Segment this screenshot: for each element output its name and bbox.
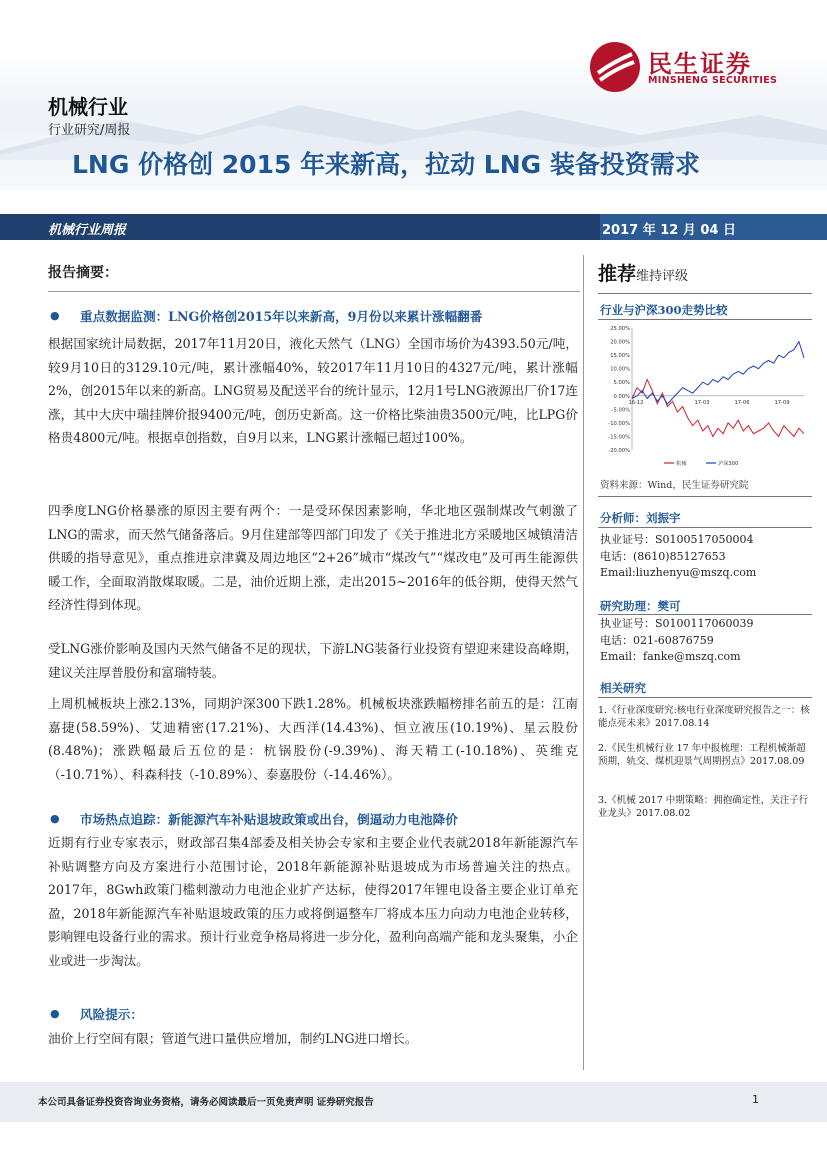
related-item[interactable]: 2.《民生机械行业 17 年中报梳理：工程机械渐超预期，轨交、煤机迎景气周期拐点》2017.08.09 bbox=[598, 743, 806, 767]
y-tick-label: 20.00% bbox=[610, 339, 630, 346]
assistant-phone: 电话：021-60876759 bbox=[600, 633, 714, 647]
y-tick-label: 10.00% bbox=[610, 366, 630, 373]
y-tick-label: 0.00% bbox=[613, 393, 630, 400]
page-number: 1 bbox=[752, 1093, 759, 1106]
y-tick-label: 5.00% bbox=[613, 380, 630, 387]
column-divider bbox=[583, 255, 584, 1070]
industry-label: 机械行业 bbox=[48, 95, 128, 119]
assistant-heading: 研究助理：樊可 bbox=[600, 599, 681, 613]
paragraph-hotspot: 近期有行业专家表示，财政部召集4部委及相关协会专家和主要企业代表就2018年新能源汽车补贴调整方向及方案进行小范围讨论，2018年新能源补贴退坡成为市场普遍关注的热点。2017年，8Gwh政策门槛刺激动力电池企业扩产达标，使得2017年锂电设备主要企业订单充盈，2018年新能源汽车补贴退坡政策的压力或将倒逼整车厂将成本压力向动力电池企业转移，影响锂电设备行业的需求。预计行业竞争格局将进一步分化，盈利向高端产能和龙头聚集，小企业或进一步淘汰。 bbox=[48, 835, 578, 968]
assistant-email[interactable]: Email：fanke@mszq.com bbox=[600, 650, 741, 663]
summary-divider bbox=[48, 291, 580, 292]
brand-name-en: MINSHENG SECURITIES bbox=[648, 75, 778, 86]
sidebar-divider bbox=[598, 319, 812, 320]
report-series-label: 机械行业周报 bbox=[48, 223, 127, 238]
x-tick-label: 17-09 bbox=[774, 399, 790, 406]
legend-label: 机械 bbox=[676, 461, 687, 467]
page-title: LNG 价格创 2015 年来新高，拉动 LNG 装备投资需求 bbox=[72, 150, 700, 179]
trend-chart bbox=[598, 322, 814, 472]
report-type: 行业研究/周报 bbox=[48, 123, 131, 138]
assistant-info bbox=[600, 616, 754, 666]
section-title-data: 重点数据监测：LNG价格创2015年以来新高，9月份以来累计涨幅翻番 bbox=[80, 309, 483, 324]
bullet-icon: ● bbox=[50, 812, 60, 825]
bullet-icon: ● bbox=[50, 1007, 60, 1020]
rating-main: 推荐 bbox=[598, 263, 637, 285]
series-line-hs300 bbox=[632, 342, 804, 404]
sidebar-divider bbox=[598, 293, 812, 294]
paragraph-reasons: 四季度LNG价格暴涨的原因主要有两个：一是受环保因素影响，华北地区强制煤改气刺激了LNG的需求，而天然气储备落后。9月住建部等四部门印发了《关于推进北方采暖地区城镇清洁供暖的指导意见》，重点推进京津冀及周边地区“2+26”城市“煤改气”“煤改电”及可再生能源供暖工作，全面取消散煤取暖。二是，油价近期上涨，走出2015~2016年的低谷期，使得天然气经济性得到体现。 bbox=[48, 503, 578, 612]
x-tick-label: 17-06 bbox=[734, 399, 750, 406]
section-title-risk: 风险提示： bbox=[80, 1007, 143, 1022]
analyst-info bbox=[600, 532, 756, 582]
section-title-hotspot: 市场热点追踪：新能源汽车补贴退坡政策或出台，倒逼动力电池降价 bbox=[80, 812, 458, 827]
sidebar-divider bbox=[598, 614, 812, 615]
series-line-machinery bbox=[632, 380, 804, 437]
rating bbox=[598, 259, 688, 286]
analyst-license: 执业证号：S0100517050004 bbox=[600, 533, 754, 546]
sidebar-divider bbox=[598, 527, 812, 528]
related-item[interactable]: 3.《机械 2017 中期策略：拥抱确定性，关注子行业龙头》2017.08.02 bbox=[598, 795, 809, 819]
y-tick-label: -5.00% bbox=[611, 407, 630, 414]
y-tick-label: -20.00% bbox=[608, 448, 630, 454]
x-tick-label: 17-03 bbox=[694, 399, 710, 406]
legend-label: 沪深300 bbox=[718, 461, 739, 467]
brand-logo-icon bbox=[588, 40, 642, 94]
analyst-phone: 电话：(8610)85127653 bbox=[600, 549, 726, 563]
y-tick-label: 15.00% bbox=[610, 353, 630, 360]
sidebar-divider bbox=[598, 496, 812, 497]
brand-name-cn: 民生证券 bbox=[648, 50, 752, 78]
analyst-heading: 分析师：刘振宇 bbox=[600, 511, 681, 525]
footer-disclaimer: 本公司具备证券投资咨询业务资格，请务必阅读最后一页免责声明 证券研究报告 bbox=[38, 1097, 374, 1108]
report-date: 2017 年 12 月 04 日 bbox=[602, 223, 736, 238]
summary-heading: 报告摘要： bbox=[48, 265, 118, 281]
y-tick-label: 25.00% bbox=[610, 326, 630, 332]
sidebar-divider bbox=[598, 697, 812, 698]
bullet-icon: ● bbox=[50, 309, 60, 322]
paragraph-investment: 受LNG涨价影响及国内天然气储备不足的现状，下游LNG装备行业投资有望迎来建设高峰期，建议关注厚普股份和富瑞特装。 bbox=[48, 641, 578, 680]
y-tick-label: -10.00% bbox=[608, 420, 630, 427]
assistant-license: 执业证号：S0100117060039 bbox=[600, 617, 754, 630]
related-heading: 相关研究 bbox=[600, 681, 646, 695]
paragraph-risk: 油价上行空间有限；管道气进口量供应增加，制约LNG进口增长。 bbox=[48, 1031, 418, 1046]
related-item[interactable]: 1.《行业深度研究:核电行业深度研究报告之一：核能点亮未来》2017.08.14 bbox=[598, 705, 810, 729]
y-tick-label: -15.00% bbox=[608, 434, 630, 441]
chart-source: 资料来源：Wind，民生证券研究院 bbox=[600, 480, 749, 491]
analyst-email[interactable]: Email:liuzhenyu@mszq.com bbox=[600, 566, 757, 579]
chart-heading: 行业与沪深300走势比较 bbox=[600, 303, 728, 317]
paragraph-lng-price: 根据国家统计局数据，2017年11月20日，液化天然气（LNG）全国市场价为4393.50元/吨，较9月10日的3129.10元/吨，累计涨幅40%，较2017年11月10日的4327元/吨，累计涨幅2%，创2015年以来的新高。LNG贸易及配送平台的统计显示，12月1号LNG液源出厂价17连涨，其中大庆中瑞挂牌价报9400元/吨，创历史新高。这一价格比柴油贵3500元/吨，比LPG价格贵4800元/吨。根据卓创指数，自9月以来，LNG累计涨幅已超过100%。 bbox=[48, 336, 578, 445]
x-tick-label: 16-12 bbox=[628, 399, 644, 406]
paragraph-market-review: 上周机械板块上涨2.13%，同期沪深300下跌1.28%。机械板块涨跌幅榜排名前五的是：江南嘉捷(58.59%)、艾迪精密(17.21%)、大西洋(14.43%)、恒立液压(10.19%)、星云股份(8.48%)；涨跌幅最后五位的是：杭锅股份(-9.39%)、海天精工(-10.18%)、英维克（-10.71%）、科森科技（-10.89%）、泰嘉股份（-14.46%）。 bbox=[48, 696, 578, 782]
rating-sub: 维持评级 bbox=[636, 269, 689, 284]
